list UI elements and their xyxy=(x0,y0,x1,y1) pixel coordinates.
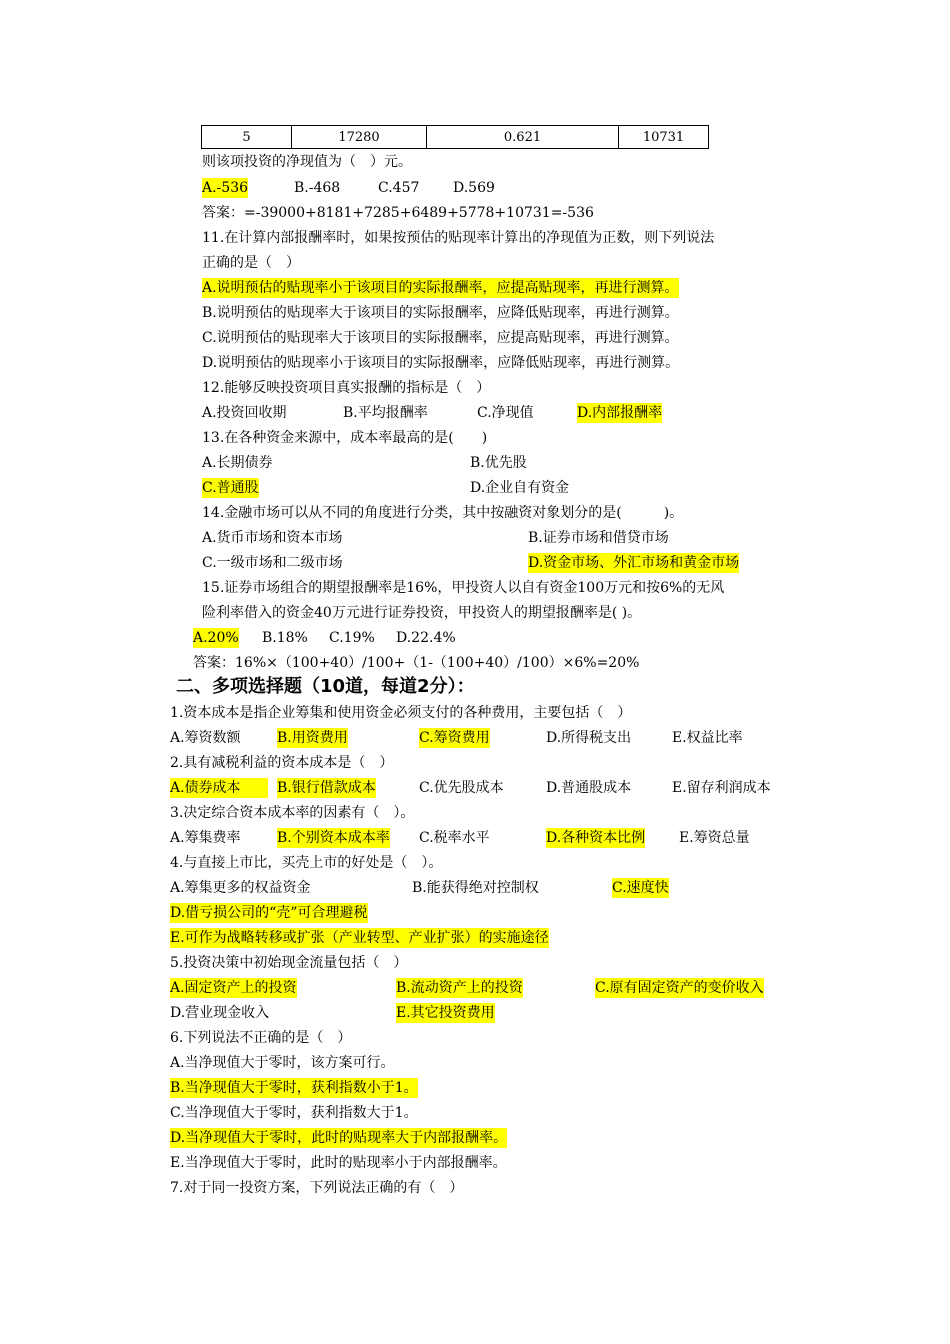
q10-option-a: A.-536 xyxy=(202,180,249,196)
m6-option-d: D.当净现值大于零时，此时的贴现率大于内部报酬率。 xyxy=(170,1130,508,1146)
m4-option-e: E.可作为战略转移或扩张（产业转型、产业扩张）的实施途径 xyxy=(170,930,549,946)
m5-option-a: A.固定资产上的投资 xyxy=(170,980,297,996)
q15-option-d: D.22.4% xyxy=(396,630,456,646)
q14-option-d: D.资金市场、外汇市场和黄金市场 xyxy=(528,555,740,571)
q14-option-a: A.货币市场和资本市场 xyxy=(202,530,343,546)
q12-option-d: D.内部报酬率 xyxy=(577,405,663,421)
q12-stem: 12.能够反映投资项目真实报酬的指标是（ ） xyxy=(202,380,491,396)
m5-stem: 5.投资决策中初始现金流量包括（ ） xyxy=(170,955,408,971)
q15-answer: 答案：16%×（100+40）/100+（1-（100+40）/100）×6%=20% xyxy=(193,655,640,671)
q13-option-a: A.长期债券 xyxy=(202,455,273,471)
m6-option-e: E.当净现值大于零时，此时的贴现率小于内部报酬率。 xyxy=(170,1155,507,1171)
q11-option-b: B.说明预估的贴现率大于该项目的实际报酬率，应降低贴现率，再进行测算。 xyxy=(202,305,679,321)
m4-stem: 4.与直接上市比，买壳上市的好处是（ ）。 xyxy=(170,855,443,871)
m1-option-b: B.用资费用 xyxy=(277,730,348,746)
q15-option-b: B.18% xyxy=(262,630,308,646)
npv-table xyxy=(201,125,709,149)
m3-option-d: D.各种资本比例 xyxy=(546,830,646,846)
q15-stem-line1: 15.证券市场组合的期望报酬率是16%，甲投资人以自有资金100万元和按6%的无风 xyxy=(202,580,725,596)
q11-option-a: A.说明预估的贴现率小于该项目的实际报酬率，应提高贴现率，再进行测算。 xyxy=(202,280,679,296)
table-cell-year: 5 xyxy=(202,126,292,149)
section-title: 二、多项选择题（10道，每道2分）： xyxy=(176,676,475,697)
m6-option-c: C.当净现值大于零时，获利指数大于1。 xyxy=(170,1105,418,1121)
q15-option-a: A.20% xyxy=(193,630,239,646)
table-cell-factor: 0.621 xyxy=(427,126,619,149)
m5-option-d: D.营业现金收入 xyxy=(170,1005,270,1021)
m4-option-d: D.借亏损公司的“壳”可合理避税 xyxy=(170,905,368,921)
q11-stem-line2: 正确的是（ ） xyxy=(202,255,300,271)
q12-option-c: C.净现值 xyxy=(477,405,534,421)
m1-option-d: D.所得税支出 xyxy=(546,730,632,746)
m3-stem: 3.决定综合资本成本率的因素有（ ）。 xyxy=(170,805,415,821)
q14-stem: 14.金融市场可以从不同的角度进行分类，其中按融资对象划分的是( )。 xyxy=(202,505,684,521)
m2-option-b: B.银行借款成本 xyxy=(277,780,376,796)
q12-option-b: B.平均报酬率 xyxy=(343,405,428,421)
m1-option-c: C.筹资费用 xyxy=(419,730,490,746)
q10-option-c: C.457 xyxy=(378,180,420,196)
m3-option-a: A.筹集费率 xyxy=(170,830,241,846)
q11-option-c: C.说明预估的贴现率大于该项目的实际报酬率，应提高贴现率，再进行测算。 xyxy=(202,330,679,346)
m1-option-e: E.权益比率 xyxy=(672,730,743,746)
q15-stem-line2: 险利率借入的资金40万元进行证券投资，甲投资人的期望报酬率是( )。 xyxy=(202,605,642,621)
q12-option-a: A.投资回收期 xyxy=(202,405,287,421)
q14-option-b: B.证券市场和借贷市场 xyxy=(528,530,669,546)
table-row xyxy=(202,126,709,149)
q13-stem: 13.在各种资金来源中，成本率最高的是( ) xyxy=(202,430,488,446)
m3-option-c: C.税率水平 xyxy=(419,830,490,846)
table-cell-cashflow: 17280 xyxy=(292,126,427,149)
m2-option-e: E.留存利润成本 xyxy=(672,780,771,796)
m2-option-d: D.普通股成本 xyxy=(546,780,632,796)
q13-option-b: B.优先股 xyxy=(470,455,527,471)
q10-option-b: B.-468 xyxy=(294,180,341,196)
m6-option-b: B.当净现值大于零时，获利指数小于1。 xyxy=(170,1080,418,1096)
m6-option-a: A.当净现值大于零时，该方案可行。 xyxy=(170,1055,395,1071)
m5-option-b: B.流动资产上的投资 xyxy=(396,980,523,996)
m2-option-a: A.债券成本 xyxy=(170,778,268,798)
m2-stem: 2.具有减税利益的资本成本是（ ） xyxy=(170,755,394,771)
q10-stem: 则该项投资的净现值为（ ）元。 xyxy=(202,154,412,170)
q14-option-c: C.一级市场和二级市场 xyxy=(202,555,343,571)
q11-stem-line1: 11.在计算内部报酬率时，如果按预估的贴现率计算出的净现值为正数，则下列说法 xyxy=(202,230,715,246)
q10-answer: 答案：=-39000+8181+7285+6489+5778+10731=-536 xyxy=(202,205,594,221)
m4-option-b: B.能获得绝对控制权 xyxy=(412,880,539,896)
m1-option-a: A.筹资数额 xyxy=(170,730,241,746)
m3-option-e: E.筹资总量 xyxy=(679,830,750,846)
m6-stem: 6.下列说法不正确的是（ ） xyxy=(170,1030,352,1046)
q13-option-c: C.普通股 xyxy=(202,480,259,496)
m3-option-b: B.个别资本成本率 xyxy=(277,830,390,846)
m7-stem: 7.对于同一投资方案，下列说法正确的有（ ） xyxy=(170,1180,464,1196)
q15-option-c: C.19% xyxy=(329,630,375,646)
q10-option-d: D.569 xyxy=(453,180,495,196)
m4-option-a: A.筹集更多的权益资金 xyxy=(170,880,311,896)
m4-option-c: C.速度快 xyxy=(612,880,669,896)
m5-option-c: C.原有固定资产的变价收入 xyxy=(595,980,764,996)
q13-option-d: D.企业自有资金 xyxy=(470,480,570,496)
m2-option-c: C.优先股成本 xyxy=(419,780,504,796)
table-cell-pv: 10731 xyxy=(619,126,709,149)
m1-stem: 1.资本成本是指企业筹集和使用资金必须支付的各种费用，主要包括（ ） xyxy=(170,705,632,721)
m5-option-e: E.其它投资费用 xyxy=(396,1005,495,1021)
q11-option-d: D.说明预估的贴现率小于该项目的实际报酬率，应降低贴现率，再进行测算。 xyxy=(202,355,680,371)
